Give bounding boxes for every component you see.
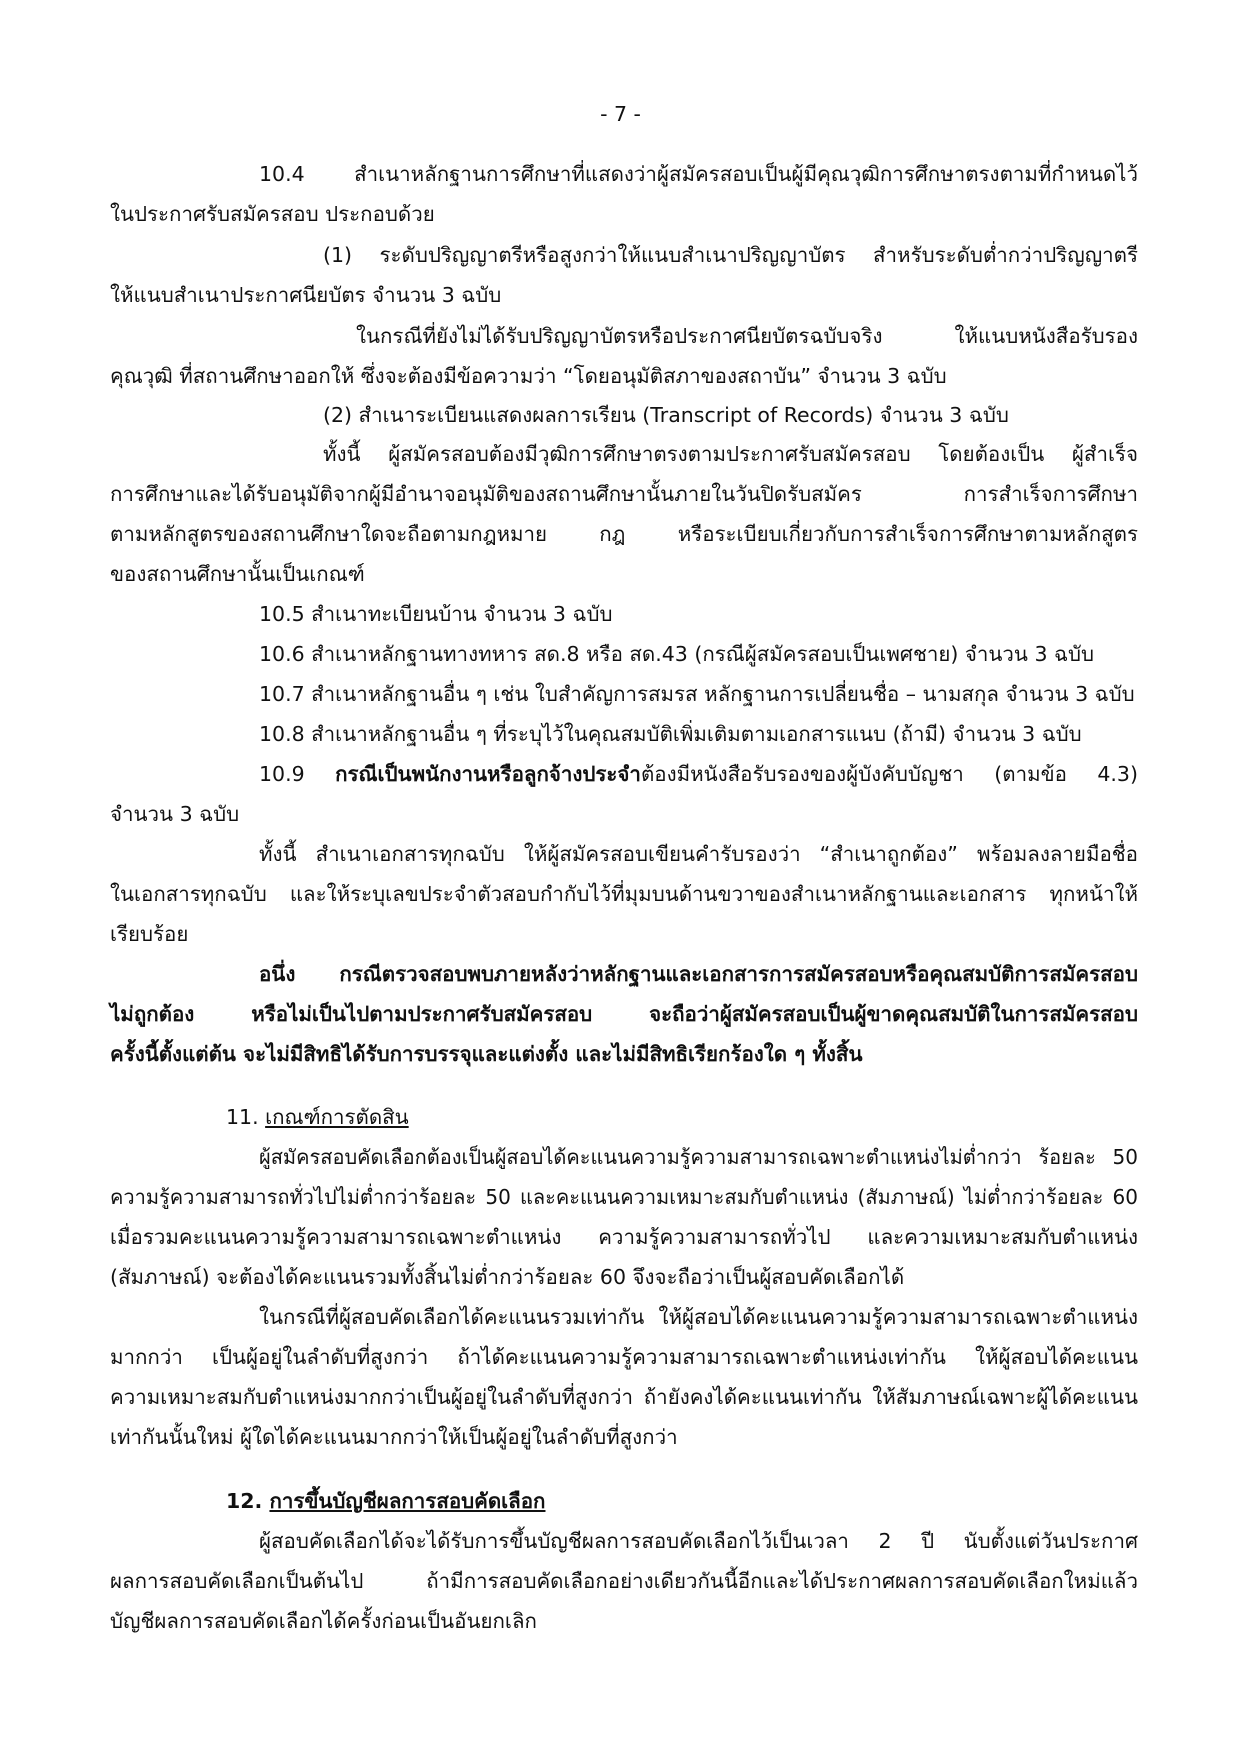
sec11-p1-line-1: ผู้สมัครสอบคัดเลือกต้องเป็นผู้สอบได้คะแนนความรู้ความสามารถเฉพาะตำแหน่งไม่ต่ำกว่า ร้อยละ 50 bbox=[259, 1145, 1138, 1169]
sec11-heading bbox=[226, 1103, 1138, 1131]
sec11-p2-line-4: เท่ากันนั้นใหม่ ผู้ใดได้คะแนนมากกว่าให้เป็นผู้อยู่ในลำดับที่สูงกว่า bbox=[110, 1425, 678, 1449]
copy-note-line-2: ในเอกสารทุกฉบับ และให้ระบุเลขประจำตัวสอบกำกับไว้ที่มุมบนด้านขวาของสำเนาหลักฐานและเอกสาร ทุกหน้าให้ bbox=[110, 882, 1138, 906]
sec11-p2-line-1: ในกรณีที่ผู้สอบคัดเลือกได้คะแนนรวมเท่ากัน ให้ผู้สอบได้คะแนนความรู้ความสามารถเฉพาะตำแหน่ง bbox=[259, 1305, 1138, 1329]
sec10-4-item1-line-2: ให้แนบสำเนาประกาศนียบัตร จำนวน 3 ฉบับ bbox=[110, 283, 502, 307]
copy-note-line-3: เรียบร้อย bbox=[110, 922, 189, 946]
item-10-9-line-2: จำนวน 3 ฉบับ bbox=[110, 802, 240, 826]
warning-line-3: ครั้งนี้ตั้งแต่ต้น จะไม่มีสิทธิได้รับการบรรจุและแต่งตั้ง และไม่มีสิทธิเรียกร้องใด ๆ ทั้งสิ้น bbox=[110, 1042, 863, 1066]
sec12-title: การขึ้นบัญชีผลการสอบคัดเลือก bbox=[269, 1489, 546, 1513]
sec10-4-line-2: ในประกาศรับสมัครสอบ ประกอบด้วย bbox=[110, 202, 435, 226]
sec10-4-line-1: 10.4 สำเนาหลักฐานการศึกษาที่แสดงว่าผู้สมัครสอบเป็นผู้มีคุณวุฒิการศึกษาตรงตามที่กำหนดไว้ bbox=[259, 162, 1138, 186]
item-10-5: 10.5 สำเนาทะเบียนบ้าน จำนวน 3 ฉบับ bbox=[259, 602, 613, 626]
sec10-4-note-line-2: การศึกษาและได้รับอนุมัติจากผู้มีอำนาจอนุมัติของสถานศึกษานั้นภายในวันปิดรับสมัคร การสำเร็จการศึกษา bbox=[110, 482, 1138, 506]
sec11-p2-line-2: มากกว่า เป็นผู้อยู่ในลำดับที่สูงกว่า ถ้าได้คะแนนความรู้ความสามารถเฉพาะตำแหน่งเท่ากัน ให้ผู้สอบได้คะแนน bbox=[110, 1345, 1138, 1369]
sec10-4-note-line-3: ตามหลักสูตรของสถานศึกษาใดจะถือตามกฎหมาย กฎ หรือระเบียบเกี่ยวกับการสำเร็จการศึกษาตามหลักสูตร bbox=[110, 522, 1138, 546]
item-10-9-rest-text: ต้องมีหนังสือรับรองของผู้บังคับบัญชา (ตามข้อ 4.3) bbox=[640, 762, 1138, 786]
sec11-p1-line-4: (สัมภาษณ์) จะต้องได้คะแนนรวมทั้งสิ้นไม่ต่ำกว่าร้อยละ 60 จึงจะถือว่าเป็นผู้สอบคัดเลือกได้ bbox=[110, 1265, 905, 1289]
sec11-number: 11. bbox=[226, 1105, 266, 1129]
sec11-p2-line-3: ความเหมาะสมกับตำแหน่งมากกว่าเป็นผู้อยู่ในลำดับที่สูงกว่า ถ้ายังคงได้คะแนนเท่ากัน ให้สัมภาษณ์เฉพาะผู้ได้คะแนน bbox=[110, 1385, 1138, 1409]
sec10-4-note-line-4: ของสถานศึกษานั้นเป็นเกณฑ์ bbox=[110, 562, 365, 586]
page-number: - 7 - bbox=[600, 102, 641, 126]
sec12-p1-line-1: ผู้สอบคัดเลือกได้จะได้รับการขึ้นบัญชีผลการสอบคัดเลือกไว้เป็นเวลา 2 ปี นับตั้งแต่วันประกาศ bbox=[259, 1529, 1138, 1553]
sec12-heading bbox=[226, 1487, 1138, 1515]
sec12-p1-line-3: บัญชีผลการสอบคัดเลือกได้ครั้งก่อนเป็นอันยกเลิก bbox=[110, 1609, 537, 1633]
item-10-9-bold-text: กรณีเป็นพนักงานหรือลูกจ้างประจำ bbox=[335, 762, 641, 786]
warning-line-1: อนึ่ง กรณีตรวจสอบพบภายหลังว่าหลักฐานและเอกสารการสมัครสอบหรือคุณสมบัติการสมัครสอบ bbox=[259, 962, 1138, 986]
sec12-p1-line-2: ผลการสอบคัดเลือกเป็นต้นไป ถ้ามีการสอบคัดเลือกอย่างเดียวกันนี้อีกและได้ประกาศผลการสอบคัดเลือกใหม่แล้ว bbox=[110, 1569, 1138, 1593]
item-10-8: 10.8 สำเนาหลักฐานอื่น ๆ ที่ระบุไว้ในคุณสมบัติเพิ่มเติมตามเอกสารแนบ (ถ้ามี) จำนวน 3 ฉบับ bbox=[259, 722, 1082, 746]
sec11-p1-line-3: เมื่อรวมคะแนนความรู้ความสามารถเฉพาะตำแหน่ง ความรู้ความสามารถทั่วไป และความเหมาะสมกับตำแหน่ง bbox=[110, 1225, 1138, 1249]
sec12-number: 12. bbox=[226, 1489, 270, 1513]
sec11-p1-line-2: ความรู้ความสามารถทั่วไปไม่ต่ำกว่าร้อยละ 50 และคะแนนความเหมาะสมกับตำแหน่ง (สัมภาษณ์) ไม่ต่ำกว่าร้อยละ 60 bbox=[110, 1185, 1138, 1209]
item-10-7: 10.7 สำเนาหลักฐานอื่น ๆ เช่น ใบสำคัญการสมรส หลักฐานการเปลี่ยนชื่อ – นามสกุล จำนวน 3 ฉบับ bbox=[259, 682, 1135, 706]
sec10-4-item1-para-line-2: คุณวุฒิ ที่สถานศึกษาออกให้ ซึ่งจะต้องมีข้อความว่า “โดยอนุมัติสภาของสถาบัน” จำนวน 3 ฉบับ bbox=[110, 364, 947, 388]
item-10-6: 10.6 สำเนาหลักฐานทางทหาร สด.8 หรือ สด.43 (กรณีผู้สมัครสอบเป็นเพศชาย) จำนวน 3 ฉบับ bbox=[259, 642, 1095, 666]
copy-note-line-1: ทั้งนี้ สำเนาเอกสารทุกฉบับ ให้ผู้สมัครสอบเขียนคำรับรองว่า “สำเนาถูกต้อง” พร้อมลงลายมือชื่อ bbox=[259, 842, 1138, 866]
sec10-4-item2: (2) สำเนาระเบียนแสดงผลการเรียน (Transcript of Records) จำนวน 3 ฉบับ bbox=[323, 403, 1009, 427]
sec10-4-item1-para-line-1: ในกรณีที่ยังไม่ได้รับปริญญาบัตรหรือประกาศนียบัตรฉบับจริง ให้แนบหนังสือรับรอง bbox=[356, 324, 1138, 348]
item-10-9-line-1 bbox=[259, 760, 1138, 788]
item-10-9-number: 10.9 bbox=[259, 762, 336, 786]
sec10-4-item1-line-1: (1) ระดับปริญญาตรีหรือสูงกว่าให้แนบสำเนาปริญญาบัตร สำหรับระดับต่ำกว่าปริญญาตรี bbox=[323, 243, 1138, 267]
warning-line-2: ไม่ถูกต้อง หรือไม่เป็นไปตามประกาศรับสมัครสอบ จะถือว่าผู้สมัครสอบเป็นผู้ขาดคุณสมบัติในการสมัครสอบ bbox=[110, 1002, 1138, 1026]
sec11-title: เกณฑ์การตัดสิน bbox=[265, 1105, 409, 1129]
sec10-4-note-line-1: ทั้งนี้ ผู้สมัครสอบต้องมีวุฒิการศึกษาตรงตามประกาศรับสมัครสอบ โดยต้องเป็น ผู้สำเร็จ bbox=[323, 442, 1138, 466]
